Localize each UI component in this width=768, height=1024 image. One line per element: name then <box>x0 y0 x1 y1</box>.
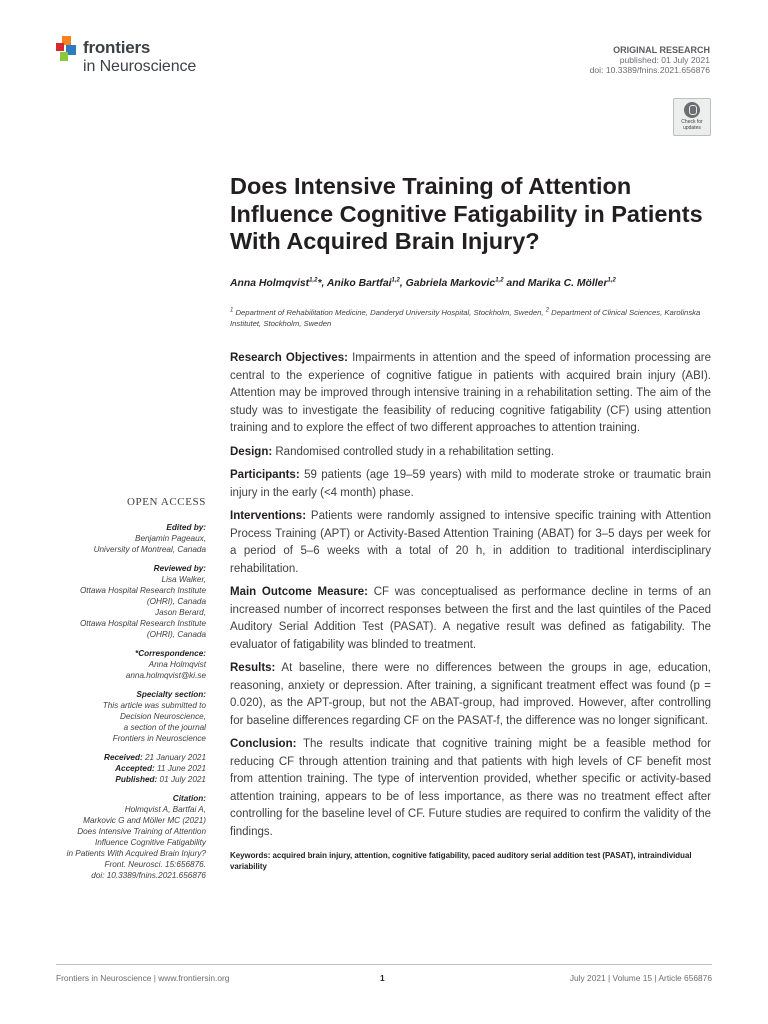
abstract <box>230 350 711 872</box>
sidebar-line: Benjamin Pageaux, <box>134 534 206 543</box>
affiliation-2: Department of Clinical Sciences, Karolinska Institutet, Stockholm, Sweden <box>230 308 701 328</box>
dates-block <box>50 752 206 785</box>
crossmark-label <box>674 120 710 131</box>
sidebar-line: (OHRI), Canada <box>146 597 206 606</box>
abstract-section-text: 59 patients (age 19–59 years) with mild to moderate stroke or traumatic brain injury in the early (<4 month) phase. <box>230 469 711 499</box>
reviewed-by-list <box>50 574 206 640</box>
keywords-label: Keywords: <box>230 851 271 860</box>
abstract-section <box>230 584 711 654</box>
sidebar-line: (OHRI), Canada <box>146 630 206 639</box>
published-date: published: 01 July 2021 <box>619 55 710 65</box>
author-separator: , <box>321 278 327 289</box>
check-for-updates-badge[interactable] <box>673 98 711 136</box>
abstract-section-label: Conclusion: <box>230 738 297 750</box>
citation-list <box>50 804 206 881</box>
edited-by-list <box>50 533 206 555</box>
affiliation-sup-1: 1 <box>230 307 234 314</box>
footer-issue-info: July 2021 | Volume 15 | Article 656876 <box>569 973 712 983</box>
sidebar-line: in Patients With Acquired Brain Injury? <box>66 849 206 858</box>
affiliations <box>230 307 712 329</box>
abstract-section <box>230 660 711 730</box>
author-name[interactable]: Marika C. Möller <box>527 278 608 289</box>
sidebar-line: doi: 10.3389/fnins.2021.656876 <box>91 871 206 880</box>
abstract-section-label: Design: <box>230 445 273 458</box>
article-title: Does Intensive Training of Attention Influence Cognitive Fatigability in Patients With Acquired Brain Injury? <box>230 173 703 254</box>
abstract-section-label: Participants: <box>230 469 300 481</box>
affiliation-sup-2: 2 <box>545 307 550 314</box>
abstract-sections <box>230 350 711 841</box>
received-row <box>50 752 206 763</box>
abstract-section-text: Impairments in attention and the speed of information processing are central to the experience of cognitive fatigue in patients with acquired brain injury (ABI). Attention may be improved through intensive training in a rehabilitation setting. The aim of the study was to investigate the feasibility of reducing cognitive fatigability (CF) using attention training and to explore the effect of two different approaches to attention training. <box>230 352 711 434</box>
footer-divider <box>56 964 712 965</box>
accepted-row <box>50 763 206 774</box>
abstract-section <box>230 736 711 841</box>
crossmark-label-line2: updates <box>683 124 701 131</box>
edited-by-label: Edited by: <box>166 523 206 532</box>
author-list <box>230 278 720 289</box>
sidebar-line: Front. Neurosci. 15:656876. <box>104 860 206 869</box>
sidebar-line: Ottawa Hospital Research Institute <box>79 586 206 595</box>
abstract-section-label: Main Outcome Measure: <box>230 586 368 598</box>
abstract-section-label: Research Objectives: <box>230 352 348 364</box>
published-row <box>50 774 206 785</box>
sidebar-line: Frontiers in Neuroscience <box>112 734 206 743</box>
author-affiliation-sup: 1,2 <box>309 277 318 284</box>
author-separator: and <box>503 278 528 289</box>
keywords <box>230 851 711 872</box>
article-meta-header <box>590 45 710 75</box>
citation-label: Citation: <box>172 794 206 803</box>
abstract-section-label: Interventions: <box>230 510 307 522</box>
abstract-section <box>230 508 711 578</box>
abstract-section <box>230 350 711 438</box>
abstract-section-text: Randomised controlled study in a rehabilitation setting. <box>272 445 555 458</box>
accepted-label: Accepted: <box>115 764 155 773</box>
sidebar-line: Lisa Walker, <box>161 575 206 584</box>
author-affiliation-sup: 1,2 <box>607 277 616 284</box>
sidebar-line: Holmqvist A, Bartfai A, <box>124 805 206 814</box>
journal-name-primary: frontiers <box>83 38 151 57</box>
open-access-label: OPEN ACCESS <box>126 496 206 508</box>
abstract-section <box>230 467 711 502</box>
article-doi[interactable]: doi: 10.3389/fnins.2021.656876 <box>589 65 710 75</box>
footer-journal-link[interactable]: Frontiers in Neuroscience | www.frontiersin.org <box>56 973 230 983</box>
sidebar-line: This article was submitted to <box>102 701 206 710</box>
sidebar-line: Markovic G and Möller MC (2021) <box>83 816 206 825</box>
edited-by-block <box>50 522 206 555</box>
sidebar-line: Jason Berard, <box>155 608 206 617</box>
published-label: Published: <box>115 775 158 784</box>
sidebar-line: Ottawa Hospital Research Institute <box>79 619 206 628</box>
author-affiliation-sup: 1,2 <box>391 277 400 284</box>
received-date: 21 January 2021 <box>142 753 206 762</box>
sidebar-line: Decision Neuroscience, <box>119 712 206 721</box>
article-info-sidebar <box>50 522 206 889</box>
crossmark-icon <box>684 102 700 118</box>
sidebar-line: anna.holmqvist@ki.se <box>125 671 206 680</box>
article-type: ORIGINAL RESEARCH <box>613 45 710 55</box>
reviewed-by-block <box>50 563 206 640</box>
correspondence-label: *Correspondence: <box>135 649 206 658</box>
affiliation-1: Department of Rehabilitation Medicine, Danderyd University Hospital, Stockholm, Sweden, <box>233 308 546 317</box>
journal-name-secondary: in Neuroscience <box>83 58 197 75</box>
frontiers-logo-icon <box>56 36 80 62</box>
sidebar-line: Does Intensive Training of Attention <box>77 827 206 836</box>
citation-block <box>50 793 206 881</box>
accepted-date: 11 June 2021 <box>154 764 206 773</box>
crossmark-label-line1: Check for <box>681 119 703 125</box>
specialty-section-block <box>50 689 206 744</box>
author-name[interactable]: Anna Holmqvist <box>230 278 310 289</box>
keywords-text: acquired brain injury, attention, cognitive fatigability, paced auditory serial addition test (PASAT), intraindividual variability <box>230 851 692 871</box>
journal-logo[interactable] <box>56 34 256 84</box>
sidebar-line: Anna Holmqvist <box>148 660 206 669</box>
correspondence-block <box>50 648 206 681</box>
abstract-section-text: At baseline, there were no differences between the groups in age, education, reasoning, anxiety or depression. After training, a significant treatment effect was found (p = 0.020), as the APT-group, but not the ABAT-group, had improved. However, after controlling for baseline differences regarding CF on the PASAT-f, the difference was no longer significant. <box>230 662 711 727</box>
published-date-sidebar: 01 July 2021 <box>157 775 206 784</box>
correspondence-list[interactable] <box>50 659 206 681</box>
abstract-section-text: Patients were randomly assigned to intensive specific training with Attention Process Training (APT) or Activity-Based Attention Training (ABAT) for 3–5 days per week for a period of 5–6 weeks with a total of 20 h, in addition to traditional interdisciplinary rehabilitation. <box>230 510 711 575</box>
corresponding-author-mark: * <box>317 278 322 289</box>
page-number: 1 <box>380 973 385 983</box>
specialty-section-list <box>50 700 206 744</box>
sidebar-line: a section of the journal <box>123 723 206 732</box>
author-name[interactable]: Gabriela Markovic <box>405 278 496 289</box>
sidebar-line: Influence Cognitive Fatigability <box>94 838 206 847</box>
author-affiliation-sup: 1,2 <box>495 277 504 284</box>
author-name[interactable]: Aniko Bartfai <box>326 278 392 289</box>
received-label: Received: <box>104 753 143 762</box>
reviewed-by-label: Reviewed by: <box>153 564 206 573</box>
abstract-section-label: Results: <box>230 662 276 674</box>
abstract-section-text: The results indicate that cognitive training might be a feasible method for reducing CF through attention training and that patients with high levels of CF benefit most from attention training. The type of intervention provided, whether specific or activity-based attention training, appears to be of less importance, as there was no treatment effect after controlling for the baseline level of CF. Future studies are required to confirm the validity of the findings. <box>230 738 711 838</box>
specialty-section-label: Specialty section: <box>136 690 206 699</box>
sidebar-line: University of Montreal, Canada <box>93 545 206 554</box>
abstract-section <box>230 444 711 462</box>
author-separator: , <box>399 278 406 289</box>
abstract-section-text: CF was conceptualised as performance decline in terms of an increased number of incorrect responses between the first and the last quintiles of the Paced Auditory Serial Addition Test (PASAT). A negative result was defined as fatigability. The evaluator of fatigability was blinded to treatment. <box>230 586 711 651</box>
